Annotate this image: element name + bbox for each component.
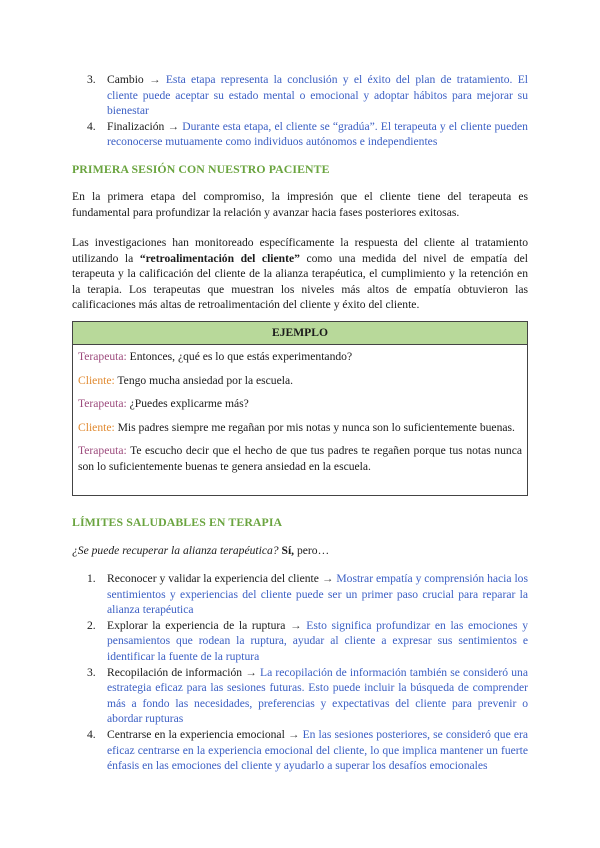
list-item	[72, 727, 528, 774]
recovery-question: ¿Se puede recuperar la alianza terapéutica?	[72, 544, 279, 557]
dialogue-line	[78, 349, 522, 365]
paragraph-research-start: Las investigaciones han monitoreado específicamente la respuesta del cliente al tratamiento utilizando la	[72, 236, 528, 265]
section-heading-healthy-limits: LÍMITES SALUDABLES EN TERAPIA	[72, 515, 283, 529]
dialogue-line	[78, 420, 522, 436]
paragraph-research-end: como una medida del nivel de empatía del terapeuta y la calificación del cliente de la alianza terapéutica, el cumplimiento y la retención en la terapia. Los terapeutas que muestran los niveles más altos de empatía obtuvieron las calificaciones más altas de retroalimentación del cliente y éxito del cliente.	[72, 251, 528, 312]
step-term: Recopilación de información	[107, 665, 243, 679]
list-number: 1.	[87, 572, 96, 585]
step-term: Centrarse en la experiencia emocional	[107, 727, 285, 741]
speaker-client: Cliente:	[78, 373, 115, 387]
paragraph-research	[72, 235, 528, 313]
dialogue-line	[78, 443, 522, 474]
list-number: 3.	[87, 665, 96, 679]
example-box	[72, 321, 528, 496]
dialogue-line	[78, 373, 522, 389]
list-number: 2.	[87, 618, 96, 632]
list-item	[72, 119, 528, 150]
speaker-therapist: Terapeuta:	[78, 444, 127, 458]
speaker-therapist: Terapeuta:	[78, 397, 127, 411]
speaker-client: Cliente:	[78, 420, 115, 434]
step-term: Explorar la experiencia de la ruptura	[107, 618, 286, 632]
section-heading-first-session: PRIMERA SESIÓN CON NUESTRO PACIENTE	[72, 162, 330, 176]
step-description: La recopilación de información también se consideró una estrategia eficaz para las sesiones futuras. Esto puede incluir la búsqueda de comprender más a fondo las necesidades, preferencias y expectativas del cliente para prevenir o abordar rupturas	[107, 665, 528, 726]
arrow-icon: →	[167, 119, 180, 133]
stages-list-continued	[72, 72, 528, 150]
dialogue-text: Te escucho decir que el hecho de que tus padres te regañen porque tus notas nunca son lo suficientemente buenas te genera ansiedad en la escuela.	[78, 444, 522, 473]
dialogue-line	[78, 396, 522, 412]
list-item	[72, 618, 528, 665]
arrow-icon: →	[287, 727, 300, 741]
list-item	[72, 665, 528, 727]
example-dialogue	[73, 345, 527, 477]
speaker-therapist: Terapeuta:	[78, 350, 127, 363]
step-description: Esto significa profundizar en las emociones y pensamientos que rodean la ruptura, ayudar al cliente a expresar sus sentimientos e identificar la fuente de la ruptura	[107, 618, 528, 663]
stage-description: Esta etapa representa la conclusión y el éxito del plan de tratamiento. El cliente puede aceptar su estado mental o emocional y adoptar hábitos para mejorar su bienestar	[107, 73, 528, 118]
stage-description: Durante esta etapa, el cliente se “gradúa”. El terapeuta y el cliente pueden reconocerse mutuamente como individuos autónomos e independientes	[107, 119, 528, 149]
recovery-question-line	[72, 543, 528, 559]
step-term: Reconocer y validar la experiencia del cliente	[107, 572, 319, 585]
paragraph-first-impression: En la primera etapa del compromiso, la impresión que el cliente tiene del terapeuta es fundamental para profundizar la relación y avanzar hacia fases posteriores exitosas.	[72, 190, 528, 219]
example-box-title: EJEMPLO	[73, 322, 527, 345]
recovery-answer-tail: pero…	[294, 544, 330, 557]
list-number: 4.	[87, 727, 96, 741]
arrow-icon: →	[290, 618, 302, 632]
client-feedback-term: “retroalimentación del cliente”	[139, 251, 300, 265]
repair-steps-list	[72, 571, 528, 774]
stage-term: Cambio	[107, 73, 144, 86]
list-item	[72, 571, 528, 618]
dialogue-text: Mis padres siempre me regañan por mis notas y nunca son lo suficientemente buenas.	[114, 420, 515, 434]
list-number: 3.	[87, 73, 96, 86]
dialogue-text: Entonces, ¿qué es lo que estás experimentando?	[126, 350, 353, 363]
arrow-icon: →	[321, 572, 334, 585]
dialogue-text: ¿Puedes explicarme más?	[126, 397, 249, 411]
stage-term: Finalización	[107, 119, 165, 133]
step-description: Mostrar empatía y comprensión hacia los sentimientos y experiencias del cliente puede ser un primer paso crucial para reparar la alianza terapéutica	[107, 572, 528, 617]
dialogue-text: Tengo mucha ansiedad por la escuela.	[114, 373, 294, 387]
list-number: 4.	[87, 119, 96, 133]
recovery-answer: Sí,	[278, 544, 295, 557]
list-item	[72, 72, 528, 119]
step-description: En las sesiones posteriores, se consideró que era eficaz centrarse en la experiencia emocional del cliente, lo que implica mantener un fuerte énfasis en las emociones del cliente y ayudarlo a superar los desafíos emocionales	[107, 727, 528, 773]
arrow-icon: →	[148, 73, 161, 86]
arrow-icon: →	[245, 665, 257, 679]
